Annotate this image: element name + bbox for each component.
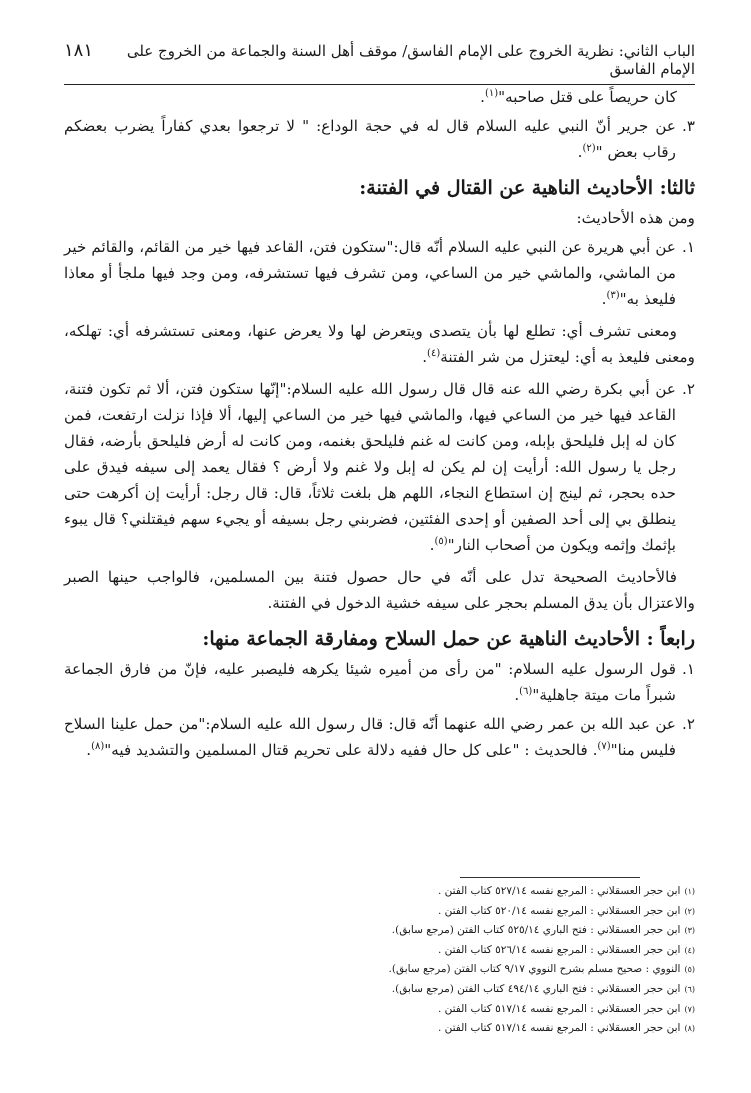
hadith-item-3 xyxy=(64,113,695,165)
footnote: (٣) ابن حجر العسقلاني : فتح الباري ٥٢٥/١٤ كتاب الفتن (مرجع سابق). xyxy=(391,924,695,937)
item-text: عن أبي هريرة عن النبي عليه السلام أنّه قال:"ستكون فتن، القاعد فيها خير من القائم، والقائم خير من الماشي، والماشي خير من الساعي، ومن تشرف فيها تستشرفه، ومن وجد فيها ملجأ أو معاذا فليعذ به"$^{(٣)}$. xyxy=(64,238,676,308)
item-text: قول الرسول عليه السلام: "من رأى من أميره شيئا يكرهه فليصبر عليه، فإنّ من فارق الجماعة شبراً مات ميتة جاهلية"$^{(٦)}$. xyxy=(64,660,676,704)
item-number: ٢. xyxy=(682,715,695,733)
section-heading-fourth: رابعاً : الأحاديث الناهية عن حمل السلاح ومفارقة الجماعة منها: xyxy=(202,628,695,650)
page-number: ١٨١ xyxy=(64,40,94,61)
running-header xyxy=(64,40,695,85)
section-heading-third: ثالثا: الأحاديث الناهية عن القتال في الفتنة: xyxy=(359,177,695,199)
continued-line: كان حريصاً على قتل صاحبه"$^{(١)}$. xyxy=(480,87,677,106)
footnote: (٧) ابن حجر العسقلاني : المرجع نفسه ٥١٧/١٤ كتاب الفتن . xyxy=(437,1002,695,1015)
item-number: ١. xyxy=(682,660,695,678)
footnote-ref: (٧) xyxy=(597,740,611,752)
section-intro: ومن هذه الأحاديث: xyxy=(576,209,695,227)
item-number: ١. xyxy=(682,238,695,256)
footnotes xyxy=(64,882,695,1039)
item-number: ٢. xyxy=(682,380,695,398)
footnote: (١) ابن حجر العسقلاني : المرجع نفسه ٥٢٧/١٤ كتاب الفتن . xyxy=(437,885,695,897)
footnote-ref: (١) xyxy=(484,87,499,99)
footnote-ref: (٥) xyxy=(434,535,448,547)
footnote-ref: (٦) xyxy=(519,685,533,697)
hadith-item-2 xyxy=(64,376,695,558)
footnote: (٢) ابن حجر العسقلاني : المرجع نفسه ٥٢٠/١٤ كتاب الفتن . xyxy=(437,904,695,917)
hadith-item-4-2 xyxy=(64,711,695,763)
hadith-item-1 xyxy=(64,234,695,312)
hadith-item-4-1 xyxy=(64,656,695,708)
main-text xyxy=(64,84,695,766)
item-text: عن أبي بكرة رضي الله عنه قال قال رسول الله عليه السلام:"إنّها ستكون فتن، ألا ثم تكون فتنة، القاعد فيها خير من الساعي فيها، والماشي فيها خير من الساعي إليها، ألا فإذا نزلت ارتفعت، فمن كان له إبل فليلحق بإبله، ومن كانت له غنم فليلحق بغنمه، ومن كانت له أرض فليلحق بأرضه، فقال رجل يا رسول الله: أرأيت إن لم يكن له إبل ولا غنم ولا أرض ؟ فقال يعمد إلى سيفه فيدق على حده بحجر، ثم لينج إن استطاع النجاء، اللهم هل بلغت ثلاثاً، قال: قال رجل: أرأيت إن أكرهت حتى ينطلق بي إلى أحد الصفين أو إحدى الفئتين، فضربني رجل بسيفه أو يجيء سهم فيقتلني؟ قال يبوء بإثمك وإثمه ويكون من أصحاب النار"$^{(٥)}$. xyxy=(64,380,676,554)
item-number: ٣. xyxy=(682,117,695,135)
meaning-paragraph: ومعنى تشرف أي: تطلع لها بأن يتصدى ويتعرض لها ولا يعرض عنها، ومعنى تستشرفه أي: تهلكه، ومعنى فليعذ به أي: ليعتزل من شر الفتنة$^{(٤)}$. xyxy=(64,322,695,366)
footnote: (٦) ابن حجر العسقلاني : فتح الباري ٤٩٤/١٤ كتاب الفتن (مرجع سابق). xyxy=(391,982,695,995)
item-text: عن عبد الله بن عمر رضي الله عنهما أنّه قال: قال رسول الله عليه السلام:"من حمل علينا السلاح فليس منا"$^{(٧)}$. فالحديث : "على كل حال ففيه دلالة على تحريم قتال المسلمين والتشديد فيه"$^{(٨)}$. xyxy=(64,715,676,759)
item-text: عن جرير أنّ النبي عليه السلام قال له في حجة الوداع: " لا ترجعوا بعدي كفاراً يضرب بعضكم رقاب بعض "$^{(٢)}$. xyxy=(64,117,676,161)
footnote-ref: (٢) xyxy=(582,142,596,154)
header-title: الباب الثاني: نظرية الخروج على الإمام الفاسق/ موقف أهل السنة والجماعة من الخروج على الإمام الفاسق xyxy=(126,42,695,78)
footnote-ref: (٤) xyxy=(427,347,441,359)
footnote: (٥) النووي : صحيح مسلم بشرح النووي ٩/١٧ كتاب الفتن (مرجع سابق). xyxy=(388,963,695,976)
footnote-ref: (٨) xyxy=(91,740,105,752)
footnote: (٤) ابن حجر العسقلاني : المرجع نفسه ٥٢٦/١٤ كتاب الفتن . xyxy=(437,943,695,956)
footnote: (٨) ابن حجر العسقلاني : المرجع نفسه ٥١٧/١٤ كتاب الفتن . xyxy=(437,1022,695,1035)
conclusion-paragraph: فالأحاديث الصحيحة تدل على أنّه في حال حصول فتنة بين المسلمين، فالواجب حينها الصبر والاعتزال بأن يدق المسلم بحجر على سيفه خشية الدخول في الفتنة. xyxy=(64,568,695,612)
footnote-ref: (٣) xyxy=(606,289,620,301)
footnote-separator xyxy=(460,877,640,878)
